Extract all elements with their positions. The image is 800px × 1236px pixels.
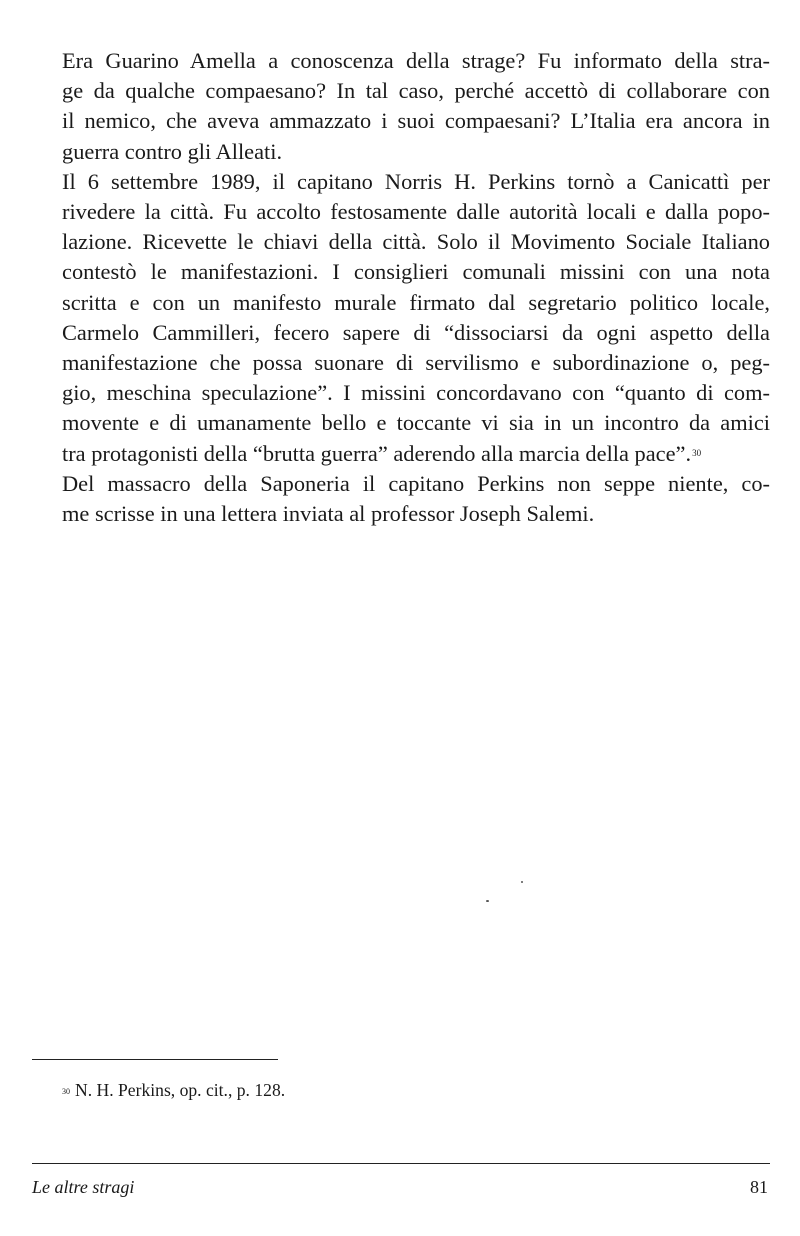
footnote — [62, 1078, 285, 1102]
text-line: Era Guarino Amella a conoscenza della strage? Fu informato della stra- — [62, 48, 770, 73]
footnote-text: N. H. Perkins, op. cit., p. 128. — [75, 1080, 286, 1100]
footnote-separator — [32, 1059, 278, 1060]
text-line: guerra contro gli Alleati. — [62, 138, 283, 164]
text-line: contestò le manifestazioni. I consiglieri comunali missini con una nota — [62, 259, 770, 285]
text-line: Il 6 settembre 1989, il capitano Norris H. Perkins tornò a Canicattì per — [62, 168, 770, 194]
text-line: gio, meschina speculazione”. I missini concordavano con “quanto di com- — [62, 380, 770, 406]
running-title: Le altre stragi — [32, 1177, 135, 1197]
text-line: movente e di umanamente bello e toccante vi sia in un incontro da amici — [62, 410, 770, 436]
scan-speck — [486, 900, 489, 902]
text-line: rivedere la città. Fu accolto festosamente dalle autorità locali e dalla popo- — [62, 199, 770, 225]
text-line: scritta e con un manifesto murale firmato dal segretario politico locale, — [62, 289, 770, 315]
footer-rule — [32, 1163, 770, 1164]
text-line: Carmelo Cammilleri, fecero sapere di “dissociarsi da ogni aspetto della — [62, 319, 770, 345]
scan-speck — [521, 881, 523, 883]
page-number: 81 — [750, 1177, 768, 1197]
paragraph-3 — [62, 469, 770, 529]
text-line-content: tra protagonisti della “brutta guerra” aderendo alla marcia della pace”. — [62, 440, 692, 466]
paragraph-2 — [62, 167, 770, 469]
text-line: Del massacro della Saponeria il capitano Perkins non seppe niente, co- — [62, 470, 770, 496]
text-line: il nemico, che aveva ammazzato i suoi compaesani? L’Italia era ancora in — [62, 108, 770, 134]
paragraph-1 — [62, 46, 770, 167]
text-line: lazione. Ricevette le chiavi della città. Solo il Movimento Sociale Italiano — [62, 229, 770, 255]
footnote-reference[interactable]: 30 — [692, 447, 702, 458]
text-line-with-note — [62, 439, 770, 469]
footnote-number: 30 — [62, 1087, 70, 1096]
text-line: ge da qualche compaesano? In tal caso, perché accettò di collaborare con — [62, 78, 770, 104]
body-text — [62, 46, 770, 529]
text-line: manifestazione che possa suonare di servilismo e subordinazione o, peg- — [62, 350, 770, 376]
text-line: me scrisse in una lettera inviata al professor Joseph Salemi. — [62, 501, 595, 527]
